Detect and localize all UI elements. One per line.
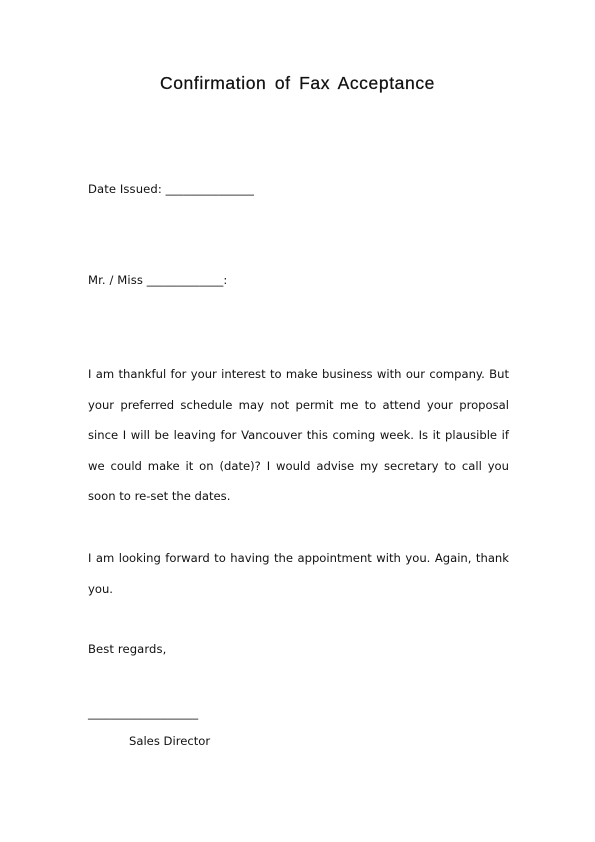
body-paragraph-2: I am looking forward to having the appointment with you. Again, thank you. bbox=[88, 551, 509, 596]
salutation-line: Mr. / Miss _____________: bbox=[88, 273, 228, 287]
signature-title: Sales Director bbox=[129, 734, 211, 748]
date-issued-line: Date Issued: _______________ bbox=[88, 182, 255, 196]
body-paragraph-1: I am thankful for your interest to make business with our company. But your preferred schedule may not permit me to attend your proposal since I will be leaving for Vancouver this coming week. Is it plausible if we could make it on (date)? I would advise my secretary to call you soon to re-set the dates. bbox=[88, 367, 509, 503]
signature-line: ___________________ bbox=[88, 706, 199, 720]
document-title: Confirmation of Fax Acceptance bbox=[159, 73, 436, 93]
closing-line: Best regards, bbox=[88, 642, 167, 656]
